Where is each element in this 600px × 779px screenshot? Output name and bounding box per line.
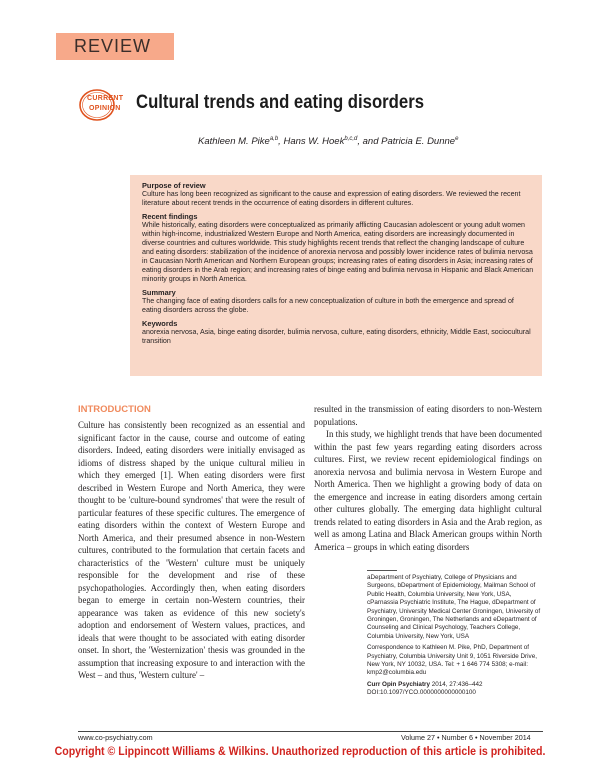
keywords-heading: Keywords: [142, 319, 178, 328]
introduction-heading: INTRODUCTION: [78, 404, 151, 415]
affiliations-block: [367, 574, 543, 698]
citation-line: [367, 681, 543, 689]
footer-volume: Volume 27 • Number 6 • November 2014: [401, 733, 531, 742]
section-tag: [56, 33, 174, 60]
author-1: Kathleen M. Pike: [198, 136, 270, 148]
logo-word-opinion: OPINION: [89, 105, 121, 112]
summary-text: The changing face of eating disorders calls for a new conceptualization of culture in both the emergence and spread of eating disorders across the globe.: [142, 297, 514, 314]
abstract-box: [130, 175, 542, 376]
intro-left-column: Culture has consistently been recognized as an essential and significant factor in the cause, course and outcome of eating disorders. Indeed, eating disorders were initially envisaged as idioms of distress shaped by the unique cultural milieu in which they emerged [1]. When eating disorders were first described in Western Europe and North America, they were thought to be 'culture-bound syndromes' that were the result of particular features of these specific cultures. The emergence of eating disorders within the context of Western Europe and North America, and their presumed absence in non-Western cultures, contributed to the formulation that certain facets and characteristics of the 'Western' culture must be uniquely responsible for the development and rise of these psychopathologies. Accordingly then, when eating disorders began to emerge in certain non-Western countries, their appearance was taken as evidence of this new society's adoption and endorsement of Western values, practices, and ideals that were thought to be associated with eating disorder onset. In short, the 'Westernization' thesis was grounded in the assumption that increasing exposure to and interaction with the West – and thus, 'Western culture' –: [78, 420, 305, 680]
citation-details: 2014, 27:436–442: [431, 680, 483, 688]
author-and: , and: [357, 136, 382, 148]
doi-text: DOI:10.1097/YCO.0000000000000100: [367, 689, 476, 697]
keywords-text: anorexia nervosa, Asia, binge eating disorder, bulimia nervosa, culture, eating disorders, ethnicity, Middle East, sociocultural transition: [142, 328, 531, 345]
author-2-affil: b,c,d: [344, 136, 358, 142]
intro-right-para-1: resulted in the transmission of eating disorders to non-Western populations.: [314, 404, 542, 427]
citation-journal: Curr Opin Psychiatry: [367, 680, 430, 688]
current-opinion-logo: [77, 87, 127, 123]
footer-website-link[interactable]: www.co-psychiatry.com: [78, 733, 153, 742]
summary-heading: Summary: [142, 288, 176, 297]
section-tag-label: REVIEW: [74, 36, 152, 56]
intro-right-para-2: In this study, we highlight trends that have been documented within the past few years regarding eating disorders across cultures. First, we review recent epidemiological findings on anorexia nervosa and bulimia nervosa in Western Europe and North America. Then we highlight a growing body of data on the emergence and increase in eating disorders among certain other cultures globally. The emerging data highlight cultural trends related to eating disorders in Asia and the Arab region, as well as among Latina and Black American groups within North America – groups in which eating disorders: [314, 429, 542, 552]
findings-heading: Recent findings: [142, 212, 198, 221]
purpose-text: Culture has long been recognized as significant to the cause and expression of eating disorders. We reviewed the recent literature about recent trends in the occurrence of eating disorders in different cultures.: [142, 190, 521, 207]
findings-text: While historically, eating disorders were conceptualized as primarily afflicting Caucasian adolescent or young adult women within high-income, industrialized Western Europe and North America, eating disorders are increasingly documented in diverse countries and cultures worldwide. This study highlights recent trends that reflect the changing landscape of culture and eating disorders: stabilization of the incidence of anorexia nervosa and possibly lower incidence rates of bulimia nervosa in Caucasian North American and Northern European groups; increasing rates of eating disorders in Asia; increasing rates of eating disorders in the Arab region; and increasing rates of binge eating and bulimia nervosa in Hispanic and Black American minority groups in North America.: [142, 221, 534, 283]
footer-divider: [78, 731, 543, 732]
purpose-heading: Purpose of review: [142, 181, 206, 190]
author-3: Patricia E. Dunne: [381, 136, 456, 148]
copyright-notice: Copyright © Lippincott Williams & Wilkins. Unauthorized reproduction of this article is prohibited.: [54, 746, 546, 758]
logo-word-current: CURRENT: [87, 95, 124, 102]
author-2: Hans W. Hoek: [283, 136, 345, 148]
correspondence-text: Correspondence to Kathleen M. Pike, PhD, Department of Psychiatry, Columbia University Unit 9, 1051 Riverside Drive, New York, NY 10032, USA. Tel: + 1 646 774 5308; e-mail: kmp2@columbia.edu: [367, 644, 537, 677]
affiliations-text: aDepartment of Psychiatry, College of Physicians and Surgeons, bDepartment of Epidemiology, Mailman School of Public Health, Columbia University, New York, USA, cParnassia Psychiatric Institute, The Hague, dDepartment of Psychiatry, University Medical Center Groningen, University of Groningen, Groningen, The Netherlands and eDepartment of Counseling and Clinical Psychology, Teachers College, Columbia University, New York, USA: [367, 574, 541, 640]
affiliation-divider: [367, 570, 397, 571]
author-3-affil: e: [455, 136, 459, 142]
intro-right-column: [314, 403, 542, 553]
author-list: Kathleen M. Pike$^{a,b}$, Hans W. Hoek$^{b,c,d}$, and Patricia E. Dunne$^e$: [198, 136, 459, 148]
author-1-affil: a,b: [269, 136, 279, 142]
article-title: Cultural trends and eating disorders: [136, 92, 425, 113]
